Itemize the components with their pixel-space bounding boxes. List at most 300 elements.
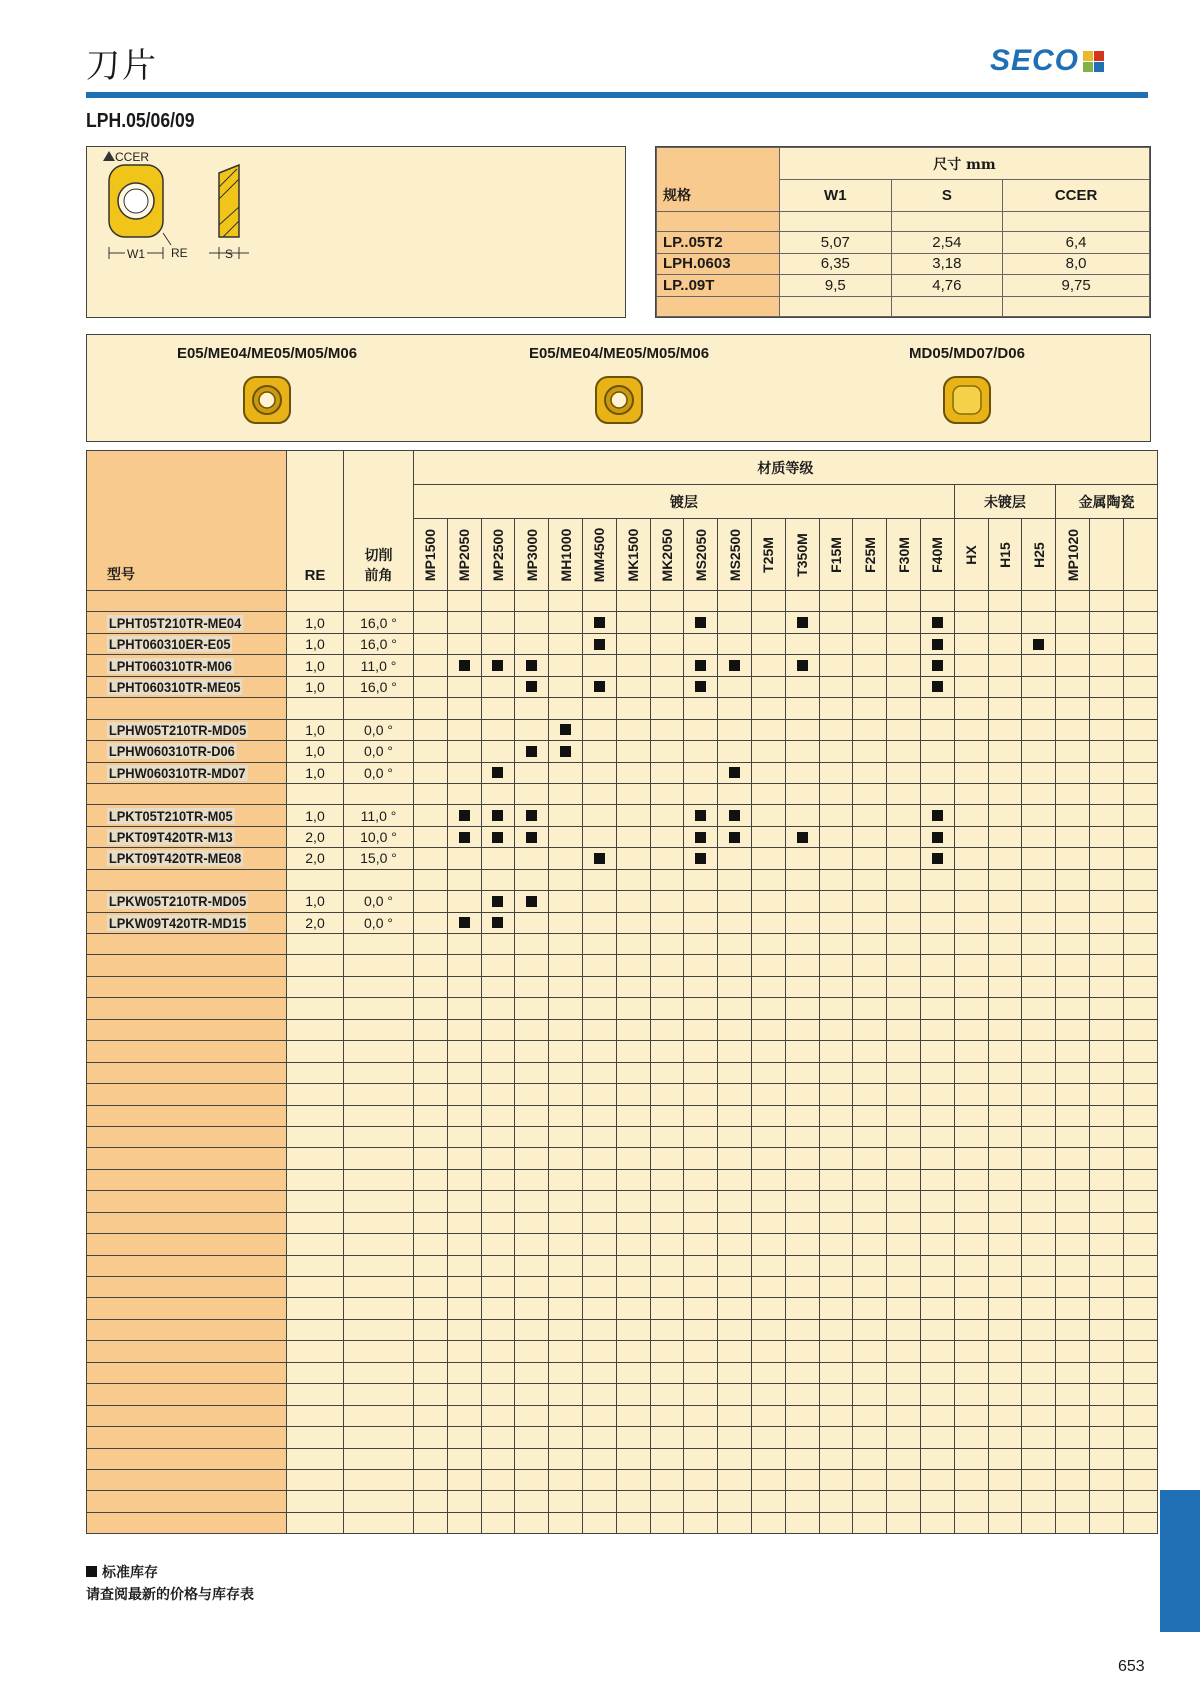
- rake-cell: [344, 998, 414, 1019]
- grade-cell: [1056, 1469, 1090, 1490]
- grade-cell: [650, 741, 684, 762]
- grade-cell: [954, 1491, 988, 1512]
- grade-cell: [1089, 976, 1123, 997]
- table-row: [87, 1234, 1158, 1255]
- grade-cell: [549, 1319, 583, 1340]
- grade-cell: [616, 912, 650, 933]
- grade-cell: [616, 762, 650, 783]
- grade-cell: [988, 869, 1022, 890]
- grade-cell: [718, 1427, 752, 1448]
- re-cell: [287, 934, 344, 955]
- grade-cell: [1089, 741, 1123, 762]
- grade-header-mm4500: MM4500: [582, 519, 616, 591]
- grade-cell: [751, 1148, 785, 1169]
- grade-cell: [785, 1277, 819, 1298]
- grade-cell: [718, 783, 752, 804]
- grade-cell: [785, 1148, 819, 1169]
- grade-cell: [887, 1212, 921, 1233]
- stock-mark-icon: [932, 810, 943, 821]
- grade-cell: [988, 612, 1022, 633]
- grade-cell: [549, 1148, 583, 1169]
- grade-cell: [481, 1469, 515, 1490]
- model-cell: LPHW060310TR-D06: [87, 741, 287, 762]
- grade-cell: [1089, 1148, 1123, 1169]
- grade-cell: [447, 1341, 481, 1362]
- table-row: [87, 1491, 1158, 1512]
- grade-cell: [853, 998, 887, 1019]
- grade-cell: [785, 1341, 819, 1362]
- grade-cell: [549, 848, 583, 869]
- grade-cell: [447, 869, 481, 890]
- grade-cell: [988, 848, 1022, 869]
- insert-types-panel: [86, 334, 1151, 442]
- table-row: [87, 1512, 1158, 1533]
- grade-cell: [481, 1384, 515, 1405]
- grade-cell: [1022, 1448, 1056, 1469]
- grade-cell: [954, 655, 988, 676]
- grade-cell: [414, 848, 448, 869]
- re-cell: 2,0: [287, 826, 344, 847]
- grade-cell: [582, 1512, 616, 1533]
- insert-type: [817, 345, 1117, 431]
- table-row: [87, 1298, 1158, 1319]
- grade-cell: [447, 998, 481, 1019]
- grade-cell: [887, 848, 921, 869]
- grade-cell: [1056, 1298, 1090, 1319]
- grade-cell: [515, 1405, 549, 1426]
- table-row: [87, 1019, 1158, 1040]
- grade-cell: [718, 1019, 752, 1040]
- re-cell: [287, 976, 344, 997]
- grade-cell: [718, 1512, 752, 1533]
- grade-cell: [988, 783, 1022, 804]
- grade-cell: [414, 783, 448, 804]
- grade-cell: [515, 1277, 549, 1298]
- re-cell: [287, 1191, 344, 1212]
- grade-cell: [1022, 783, 1056, 804]
- grade-cell: [954, 1448, 988, 1469]
- grade-cell: [650, 998, 684, 1019]
- grade-cell: [414, 1105, 448, 1126]
- stock-mark-icon: [932, 681, 943, 692]
- grade-cell: [1089, 1084, 1123, 1105]
- grade-cell: [582, 1148, 616, 1169]
- grade-cell: [1123, 1084, 1157, 1105]
- seco-logo: [990, 44, 1104, 78]
- grade-cell: [718, 1191, 752, 1212]
- grade-header-empty: [1089, 519, 1123, 591]
- grade-cell: [1056, 1169, 1090, 1190]
- table-row: [87, 1405, 1158, 1426]
- grade-cell: [616, 1448, 650, 1469]
- grade-cell: [853, 1105, 887, 1126]
- rake-cell: [344, 869, 414, 890]
- grade-cell: [549, 912, 583, 933]
- grade-cell: [920, 1234, 954, 1255]
- grade-cell: [447, 1169, 481, 1190]
- grade-cell: [414, 1084, 448, 1105]
- grade-header-ms2500: MS2500: [718, 519, 752, 591]
- grade-cell: [785, 655, 819, 676]
- legend-note: 请查阅最新的价格与库存表: [86, 1587, 254, 1603]
- grade-cell: [954, 1126, 988, 1147]
- grade-cell: [515, 1255, 549, 1276]
- grade-cell: [1123, 1019, 1157, 1040]
- col-header-w1: W1: [780, 180, 892, 212]
- grade-cell: [751, 955, 785, 976]
- grade-cell: [718, 1277, 752, 1298]
- legend: [86, 1562, 254, 1606]
- grade-cell: [582, 1126, 616, 1147]
- grade-cell: [819, 1255, 853, 1276]
- grade-cell: [582, 1191, 616, 1212]
- grade-cell: [515, 1512, 549, 1533]
- grade-cell: [515, 805, 549, 826]
- table-row: [87, 1126, 1158, 1147]
- grade-cell: [920, 1277, 954, 1298]
- rake-cell: [344, 1148, 414, 1169]
- grade-cell: [751, 1255, 785, 1276]
- grade-cell: [718, 826, 752, 847]
- grade-cell: [582, 1319, 616, 1340]
- grade-cell: [887, 698, 921, 719]
- grade-cell: [819, 591, 853, 612]
- grade-cell: [549, 612, 583, 633]
- grade-cell: [920, 676, 954, 697]
- grade-cell: [920, 1255, 954, 1276]
- grade-cell: [785, 1169, 819, 1190]
- grade-cell: [1056, 1019, 1090, 1040]
- grade-cell: [819, 783, 853, 804]
- grade-cell: [650, 633, 684, 654]
- grade-cell: [447, 1469, 481, 1490]
- grade-cell: [718, 591, 752, 612]
- grade-cell: [954, 826, 988, 847]
- grade-table: [86, 450, 1158, 1534]
- grade-cell: [718, 741, 752, 762]
- grade-cell: [549, 1491, 583, 1512]
- grade-cell: [785, 591, 819, 612]
- grade-cell: [616, 741, 650, 762]
- grade-cell: [988, 1362, 1022, 1383]
- grade-cell: [853, 1362, 887, 1383]
- grade-cell: [481, 1319, 515, 1340]
- grade-cell: [481, 1212, 515, 1233]
- stock-mark-icon: [797, 617, 808, 628]
- rake-cell: [344, 1041, 414, 1062]
- grade-cell: [481, 698, 515, 719]
- grade-cell: [853, 912, 887, 933]
- grade-cell: [853, 676, 887, 697]
- grade-cell: [819, 912, 853, 933]
- grade-cell: [819, 891, 853, 912]
- grade-cell: [582, 633, 616, 654]
- grade-cell: [481, 719, 515, 740]
- grade-cell: [819, 805, 853, 826]
- grade-cell: [718, 1126, 752, 1147]
- grade-cell: [988, 976, 1022, 997]
- grade-cell: [650, 719, 684, 740]
- model-cell: [87, 1255, 287, 1276]
- model-cell: [87, 1512, 287, 1533]
- grade-cell: [785, 612, 819, 633]
- grade-cell: [414, 1126, 448, 1147]
- grade-cell: [481, 1512, 515, 1533]
- grade-cell: [1089, 869, 1123, 890]
- rake-header: 切削 前角: [344, 451, 414, 591]
- grade-cell: [515, 633, 549, 654]
- grade-cell: [988, 1341, 1022, 1362]
- page-title: 刀片: [86, 46, 158, 86]
- grade-cell: [718, 1469, 752, 1490]
- grade-cell: [616, 1234, 650, 1255]
- grade-cell: [447, 1212, 481, 1233]
- grade-cell: [414, 1362, 448, 1383]
- grade-cell: [988, 826, 1022, 847]
- grade-cell: [1123, 698, 1157, 719]
- grade-cell: [616, 676, 650, 697]
- grade-cell: [819, 762, 853, 783]
- table-row: [87, 1469, 1158, 1490]
- stock-mark-icon: [492, 917, 503, 928]
- grade-cell: [1022, 1384, 1056, 1405]
- model-cell: [87, 1448, 287, 1469]
- grade-cell: [887, 1491, 921, 1512]
- grade-cell: [819, 1405, 853, 1426]
- grade-cell: [954, 1148, 988, 1169]
- grade-cell: [1089, 1234, 1123, 1255]
- grade-cell: [718, 1169, 752, 1190]
- section-subtitle: LPH.05/06/09: [86, 110, 195, 132]
- grade-cell: [650, 1062, 684, 1083]
- grade-cell: [1022, 1212, 1056, 1233]
- grade-cell: [1022, 869, 1056, 890]
- grade-cell: [853, 869, 887, 890]
- grade-cell: [988, 1212, 1022, 1233]
- grade-cell: [887, 762, 921, 783]
- grade-cell: [684, 998, 718, 1019]
- grade-cell: [819, 719, 853, 740]
- grade-cell: [751, 762, 785, 783]
- grade-cell: [414, 1405, 448, 1426]
- stock-mark-icon: [695, 832, 706, 843]
- grade-cell: [751, 1512, 785, 1533]
- grade-cell: [1123, 848, 1157, 869]
- re-cell: [287, 1341, 344, 1362]
- grade-cell: [1089, 848, 1123, 869]
- insert-type: [469, 345, 769, 431]
- grade-cell: [1123, 998, 1157, 1019]
- grade-cell: [887, 741, 921, 762]
- grade-cell: [684, 1362, 718, 1383]
- grade-cell: [718, 891, 752, 912]
- re-cell: [287, 1255, 344, 1276]
- grade-cell: [1089, 1298, 1123, 1319]
- grade-cell: [1022, 1491, 1056, 1512]
- grade-cell: [988, 1405, 1022, 1426]
- grade-cell: [785, 1491, 819, 1512]
- grade-cell: [819, 1298, 853, 1319]
- grade-cell: [1056, 1512, 1090, 1533]
- insert-type-label: E05/ME04/ME05/M05/M06: [528, 345, 710, 362]
- grade-cell: [1089, 612, 1123, 633]
- grade-cell: [447, 1405, 481, 1426]
- grade-cell: [582, 1427, 616, 1448]
- table-row: [87, 998, 1158, 1019]
- grade-cell: [1089, 1041, 1123, 1062]
- grade-cell: [1123, 741, 1157, 762]
- grade-cell: [414, 719, 448, 740]
- grade-cell: [414, 934, 448, 955]
- grade-cell: [1123, 912, 1157, 933]
- grade-cell: [1123, 612, 1157, 633]
- grade-cell: [853, 1384, 887, 1405]
- grade-cell: [481, 998, 515, 1019]
- table-row: [87, 848, 1158, 869]
- stock-mark-icon: [695, 617, 706, 628]
- grade-cell: [515, 998, 549, 1019]
- grade-cell: [616, 1298, 650, 1319]
- table-row: [87, 719, 1158, 740]
- grade-cell: [853, 1191, 887, 1212]
- grade-cell: [887, 1084, 921, 1105]
- model-cell: LPKT09T420TR-M13: [87, 826, 287, 847]
- grade-cell: [650, 912, 684, 933]
- grade-cell: [684, 1319, 718, 1340]
- grade-cell: [481, 1126, 515, 1147]
- grade-cell: [582, 1212, 616, 1233]
- grade-cell: [549, 1169, 583, 1190]
- grade-cell: [684, 655, 718, 676]
- grade-cell: [616, 998, 650, 1019]
- table-row: [87, 1148, 1158, 1169]
- grade-cell: [1022, 1469, 1056, 1490]
- grade-cell: [920, 976, 954, 997]
- grade-cell: [447, 955, 481, 976]
- rake-cell: [344, 1405, 414, 1426]
- re-header: RE: [287, 451, 344, 591]
- grade-cell: [1022, 848, 1056, 869]
- grade-cell: [616, 612, 650, 633]
- grade-cell: [853, 1169, 887, 1190]
- grade-cell: [1056, 1341, 1090, 1362]
- grade-cell: [650, 1084, 684, 1105]
- grade-cell: [582, 1105, 616, 1126]
- model-cell: [87, 934, 287, 955]
- grade-header-h25: H25: [1022, 519, 1056, 591]
- stock-mark-icon: [797, 660, 808, 671]
- re-cell: 2,0: [287, 912, 344, 933]
- grade-cell: [684, 1255, 718, 1276]
- grade-cell: [988, 591, 1022, 612]
- grade-cell: [718, 869, 752, 890]
- grade-cell: [887, 591, 921, 612]
- grade-cell: [414, 826, 448, 847]
- grade-cell: [853, 633, 887, 654]
- grade-cell: [785, 762, 819, 783]
- grade-cell: [1022, 912, 1056, 933]
- model-cell: [87, 1362, 287, 1383]
- grade-cell: [751, 1319, 785, 1340]
- grade-cell: [1056, 1041, 1090, 1062]
- grade-cell: [988, 655, 1022, 676]
- grade-cell: [920, 1405, 954, 1426]
- table-row: [87, 1255, 1158, 1276]
- grade-cell: [414, 891, 448, 912]
- grade-cell: [684, 741, 718, 762]
- grade-cell: [920, 741, 954, 762]
- grade-cell: [718, 998, 752, 1019]
- model-cell: LPKT09T420TR-ME08: [87, 848, 287, 869]
- grade-cell: [954, 1169, 988, 1190]
- grade-cell: [650, 1384, 684, 1405]
- grade-cell: [718, 1448, 752, 1469]
- grade-cell: [1022, 955, 1056, 976]
- grade-cell: [549, 698, 583, 719]
- re-cell: [287, 1169, 344, 1190]
- grade-cell: [1089, 698, 1123, 719]
- grade-cell: [481, 891, 515, 912]
- stock-mark-icon: [459, 917, 470, 928]
- grade-cell: [954, 998, 988, 1019]
- grade-cell: [414, 1319, 448, 1340]
- rake-cell: 0,0 °: [344, 719, 414, 740]
- grade-cell: [414, 1191, 448, 1212]
- grade-cell: [819, 869, 853, 890]
- grade-cell: [718, 1341, 752, 1362]
- grade-cell: [751, 1191, 785, 1212]
- grade-cell: [1123, 783, 1157, 804]
- grade-cell: [1056, 1191, 1090, 1212]
- grade-cell: [616, 1491, 650, 1512]
- grade-cell: [481, 976, 515, 997]
- grade-cell: [549, 1362, 583, 1383]
- grade-cell: [684, 1298, 718, 1319]
- grade-cell: [751, 1041, 785, 1062]
- grade-cell: [447, 741, 481, 762]
- grade-cell: [751, 934, 785, 955]
- grade-cell: [616, 805, 650, 826]
- re-cell: [287, 955, 344, 976]
- table-row: [87, 676, 1158, 697]
- grade-cell: [1056, 655, 1090, 676]
- grade-header-mp3000: MP3000: [515, 519, 549, 591]
- grade-cell: [751, 1019, 785, 1040]
- grade-cell: [988, 1469, 1022, 1490]
- grade-cell: [447, 1362, 481, 1383]
- grade-cell: [684, 1041, 718, 1062]
- grade-cell: [1089, 1105, 1123, 1126]
- grade-cell: [751, 976, 785, 997]
- grade-cell: [650, 891, 684, 912]
- grade-cell: [616, 1041, 650, 1062]
- grade-cell: [684, 826, 718, 847]
- grade-cell: [751, 1212, 785, 1233]
- grade-cell: [616, 1405, 650, 1426]
- stock-mark-icon: [526, 832, 537, 843]
- grade-cell: [1056, 891, 1090, 912]
- grade-cell: [650, 826, 684, 847]
- grade-cell: [751, 805, 785, 826]
- grade-cell: [616, 1148, 650, 1169]
- grade-cell: [853, 1469, 887, 1490]
- grade-cell: [1022, 934, 1056, 955]
- grade-cell: [954, 912, 988, 933]
- model-cell: [87, 1126, 287, 1147]
- grade-cell: [954, 1512, 988, 1533]
- re-cell: [287, 1448, 344, 1469]
- grade-cell: [582, 1019, 616, 1040]
